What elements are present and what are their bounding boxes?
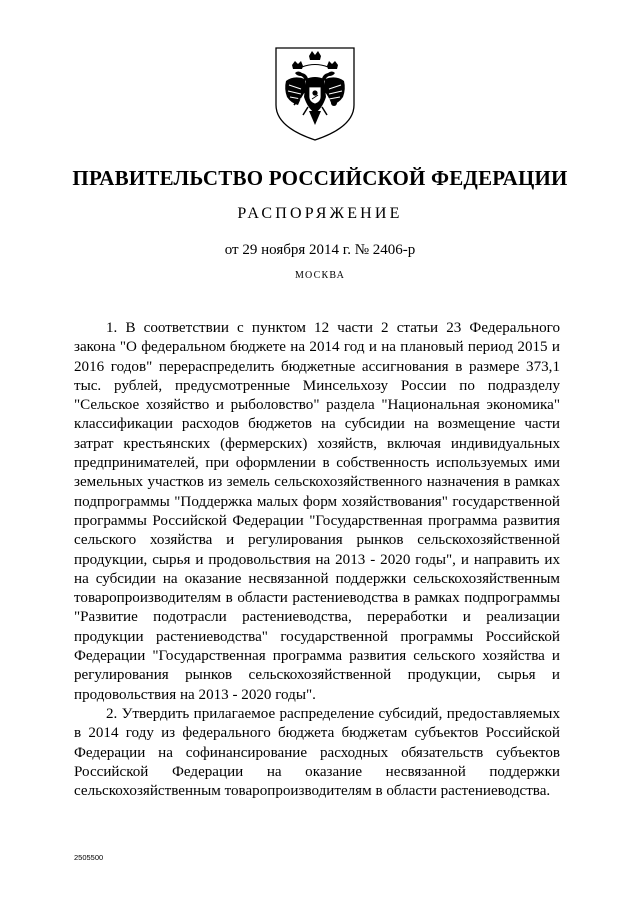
document-date-number: от 29 ноября 2014 г. № 2406-р [224, 242, 416, 258]
document-city: МОСКВА [294, 270, 346, 281]
footer-document-code: 2505500 [74, 853, 104, 862]
document-body [74, 319, 560, 801]
document-type: РАСПОРЯЖЕНИЕ [237, 205, 403, 222]
paragraph-1: 1. В соответствии с пунктом 12 части 2 статьи 23 Федерального закона "О федеральном бюджете на 2014 год и на плановый период 2015 и 2016 годов" перераспределить бюджетные ассигнования в размере 373,1 тыс. рублей, предусмотренные Минсельхозу России по подразделу "Сельское хозяйство и рыболовство" раздела "Национальная экономика" классификации расходов бюджетов на субсидии на возмещение части затрат крестьянских (фермерских) хозяйств, включая индивидуальных предпринимателей, при оформлении в собственность используемых ими земельных участков из земель сельскохозяйственного назначения в рамках подпрограммы "Поддержка малых форм хозяйствования" государственной программы Российской Федерации "Государственная программа развития сельского хозяйства и регулирования рынков сельскохозяйственной продукции, сырья и продовольствия на 2013 - 2020 годы", и направить их на субсидии на оказание несвязанной поддержки сельскохозяйственным товаропроизводителям в области растениеводства в рамках подпрограммы "Развитие подотрасли растениеводства, переработки и реализации продукции растениеводства" государственной программы Российской Федерации "Государственная программа развития сельского хозяйства и регулирования рынков сельскохозяйственной продукции, сырья и продовольствия на 2013 - 2020 годы". [74, 320, 560, 703]
government-title: ПРАВИТЕЛЬСТВО РОССИЙСКОЙ ФЕДЕРАЦИИ [72, 166, 568, 190]
paragraph-2: 2. Утвердить прилагаемое распределение субсидий, предоставляемых в 2014 году из федерального бюджета бюджетам субъектов Российской Федерации на софинансирование расходных обязательств субъектов Российской Федерации на оказание несвязанной поддержки сельскохозяйственным товаропроизводителям в области растениеводства. [74, 705, 560, 800]
russian-coat-of-arms-icon [272, 45, 358, 143]
